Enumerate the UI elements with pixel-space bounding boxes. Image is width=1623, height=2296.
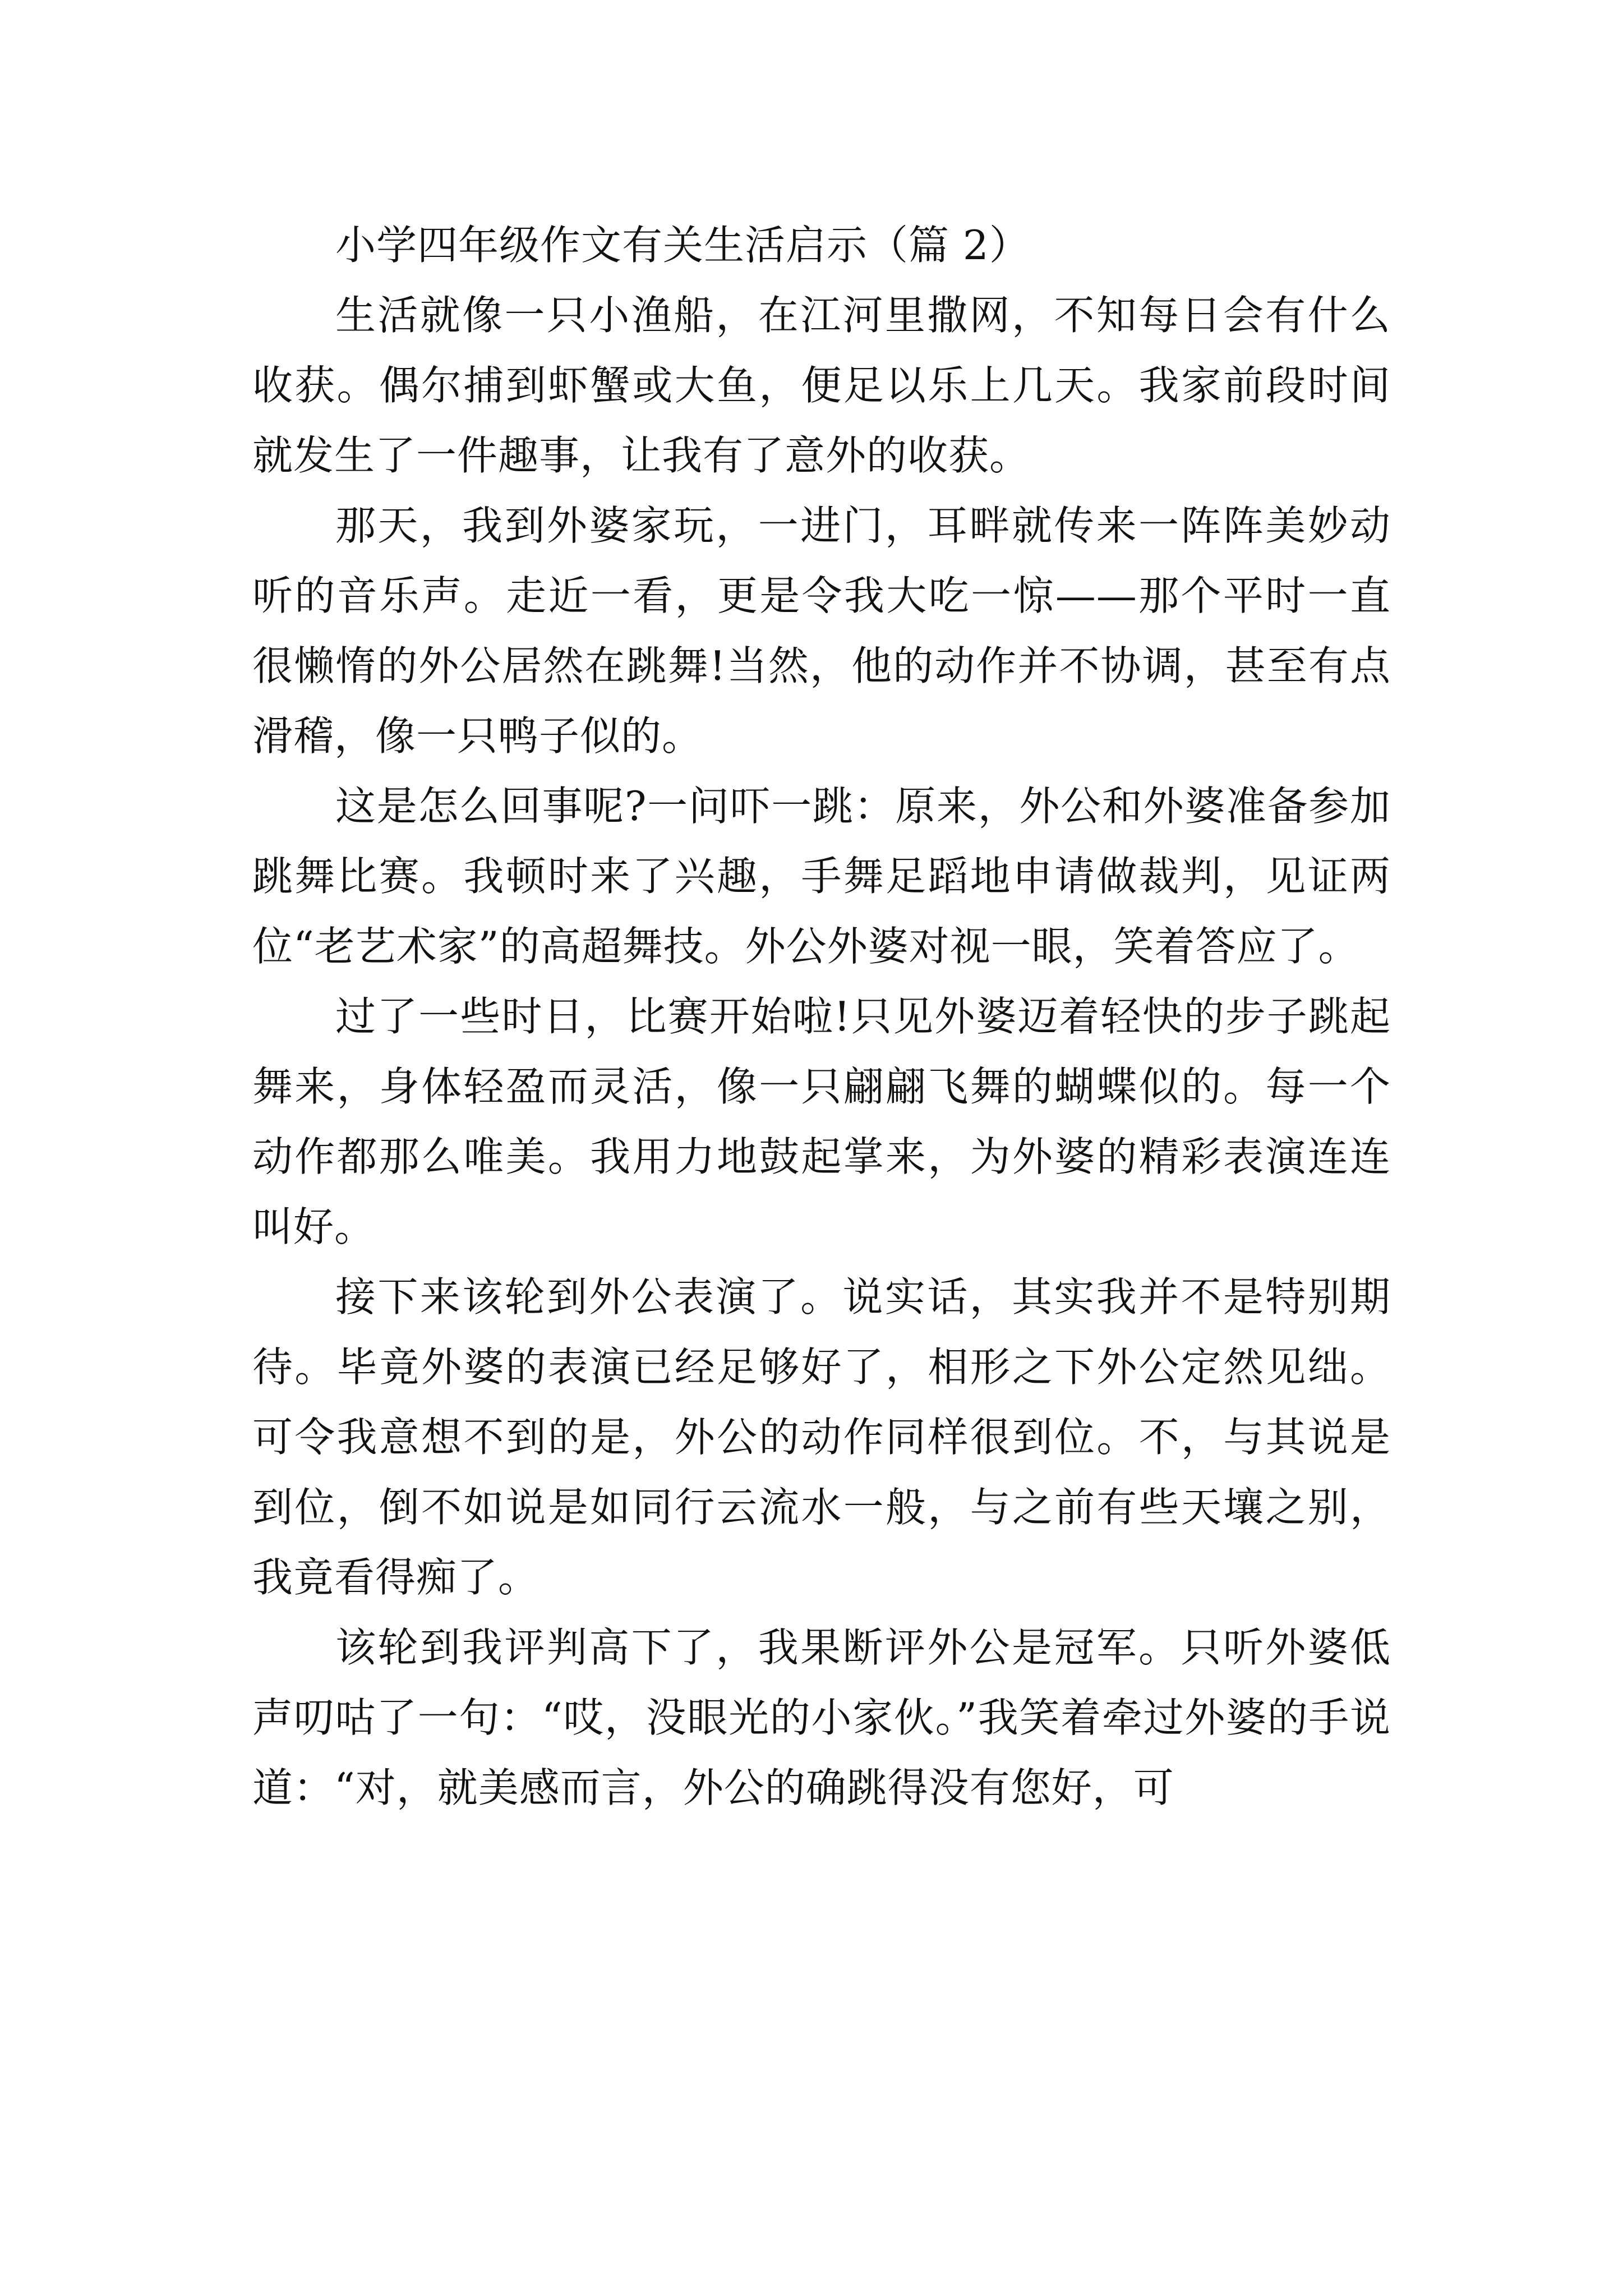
paragraph-1: 生活就像一只小渔船，在江河里撒网，不知每日会有什么收获。偶尔捕到虾蟹或大鱼，便足以乐上几天。我家前段时间就发生了一件趣事，让我有了意外的收获。 (252, 292, 1391, 479)
essay-body (252, 210, 1391, 1823)
paragraph-2: 那天，我到外婆家玩，一进门，耳畔就传来一阵阵美妙动听的音乐声。走近一看，更是令我大吃一惊——那个平时一直很懒惰的外公居然在跳舞!当然，他的动作并不协调，甚至有点滑稽，像一只鸭子似的。 (252, 502, 1391, 760)
paragraph-6: 该轮到我评判高下了，我果断评外公是冠军。只听外婆低声叨咕了一句：“哎，没眼光的小家伙。”我笑着牵过外婆的手说道：“对，就美感而言，外公的确跳得没有您好，可 (252, 1624, 1391, 1811)
paragraph-4: 过了一些时日，比赛开始啦!只见外婆迈着轻快的步子跳起舞来，身体轻盈而灵活，像一只翩翩飞舞的蝴蝶似的。每一个动作都那么唯美。我用力地鼓起掌来，为外婆的精彩表演连连叫好。 (252, 993, 1391, 1250)
paragraph-5: 接下来该轮到外公表演了。说实话，其实我并不是特别期待。毕竟外婆的表演已经足够好了，相形之下外公定然见绌。可令我意想不到的是，外公的动作同样很到位。不，与其说是到位，倒不如说是如同行云流水一般，与之前有些天壤之别，我竟看得痴了。 (252, 1273, 1391, 1601)
essay-title: 小学四年级作文有关生活启示（篇 2） (335, 222, 1030, 269)
paragraph-3: 这是怎么回事呢?一问吓一跳：原来，外公和外婆准备参加跳舞比赛。我顿时来了兴趣，手舞足蹈地申请做裁判，见证两位“老艺术家”的高超舞技。外公外婆对视一眼，笑着答应了。 (252, 783, 1391, 970)
